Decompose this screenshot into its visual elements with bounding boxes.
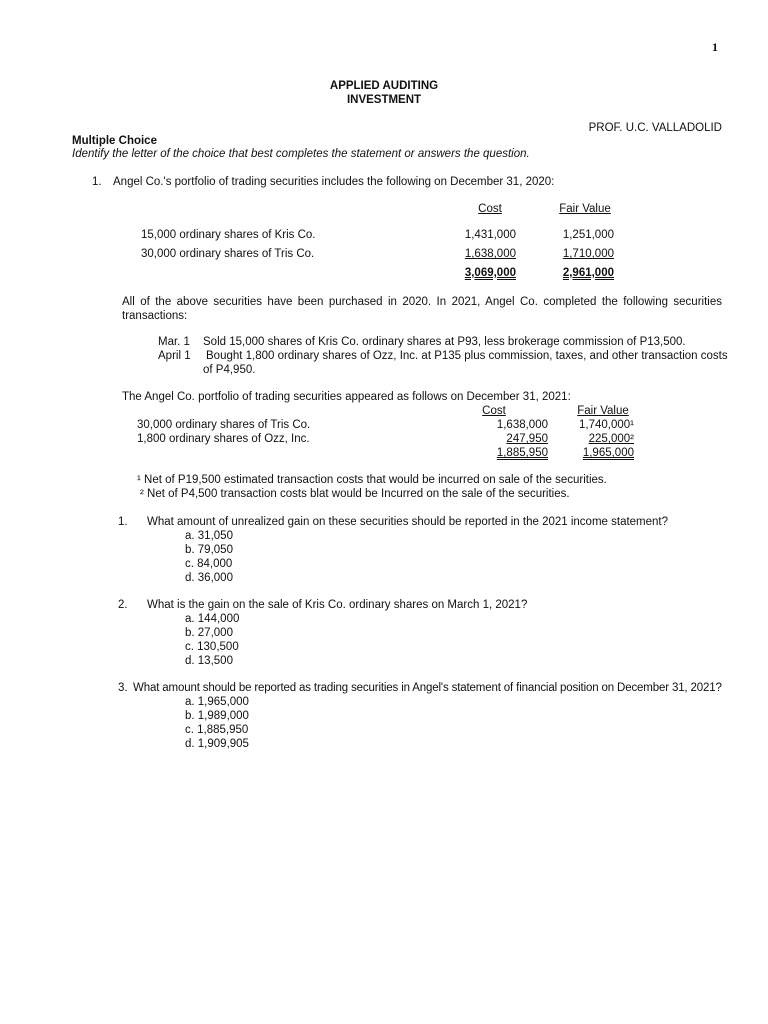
paragraph-transactions-intro: All of the above securities have been purchased in 2020. In 2021, Angel Co. completed the following securities transactions:	[122, 296, 722, 322]
table2-row-desc: 1,800 ordinary shares of Ozz, Inc.	[137, 433, 310, 445]
table1-row-cost: 1,431,000	[464, 229, 516, 241]
paragraph-portfolio-2021: The Angel Co. portfolio of trading securities appeared as follows on December 31, 2021:	[122, 391, 571, 403]
table1-header-fair-value: Fair Value	[559, 203, 611, 215]
table2-row-fv: 225,000²	[588, 433, 634, 445]
table2-row-desc: 30,000 ordinary shares of Tris Co.	[137, 419, 311, 431]
answer-option: b. 1,989,000	[185, 710, 249, 722]
question-text: What amount of unrealized gain on these securities should be reported in the 2021 income statement?	[147, 516, 669, 528]
answer-option: c. 130,500	[185, 641, 239, 653]
table1-header-cost: Cost	[478, 203, 502, 215]
transaction-date: April 1	[158, 350, 191, 362]
answer-option: c. 1,885,950	[185, 724, 249, 736]
table1-row-desc: 15,000 ordinary shares of Kris Co.	[141, 229, 316, 241]
question-number: 1.	[118, 516, 128, 528]
page-number: 1	[712, 40, 718, 54]
table2-row-cost: 247,950	[506, 433, 548, 445]
section-instruction: Identify the letter of the choice that best completes the statement or answers the question.	[72, 148, 530, 160]
transaction-text-cont: of P4,950.	[203, 364, 256, 376]
transaction-text: Sold 15,000 shares of Kris Co. ordinary shares at P93, less brokerage commission of P13,500.	[203, 336, 686, 348]
author: PROF. U.C. VALLADOLID	[588, 122, 722, 134]
table1-row-fv: 1,251,000	[562, 229, 614, 241]
transaction-text: Bought 1,800 ordinary shares of Ozz, Inc. at P135 plus commission, taxes, and other transaction costs	[206, 350, 728, 362]
table1-total-fv: 2,961,000	[562, 267, 614, 279]
question-number: 3.	[118, 682, 128, 694]
question-number: 2.	[118, 599, 128, 611]
answer-option: a. 144,000	[185, 613, 240, 625]
table2-row-fv: 1,740,000¹	[579, 419, 634, 431]
problem-number: 1.	[92, 176, 102, 188]
section-heading: Multiple Choice	[72, 135, 157, 147]
document-title: APPLIED AUDITING	[329, 80, 439, 92]
answer-option: d. 13,500	[185, 655, 233, 667]
footnote: ² Net of P4,500 transaction costs blat would be Incurred on the sale of the securities.	[140, 488, 570, 500]
question-text: What amount should be reported as trading securities in Angel's statement of financial position on December 31, 2021?	[133, 682, 722, 694]
answer-option: b. 27,000	[185, 627, 233, 639]
table1-row-fv: 1,710,000	[562, 248, 614, 260]
answer-option: d. 36,000	[185, 572, 233, 584]
answer-option: c. 84,000	[185, 558, 233, 570]
answer-option: d. 1,909,905	[185, 738, 249, 750]
table1-row-desc: 30,000 ordinary shares of Tris Co.	[141, 248, 315, 260]
table2-header-cost: Cost	[482, 405, 506, 417]
table2-header-fair-value: Fair Value	[577, 405, 629, 417]
transaction-date: Mar. 1	[158, 336, 190, 348]
table2-total-cost: 1,885,950	[496, 447, 548, 459]
answer-option: b. 79,050	[185, 544, 233, 556]
document-subtitle: INVESTMENT	[346, 94, 422, 106]
question-text: What is the gain on the sale of Kris Co. ordinary shares on March 1, 2021?	[147, 599, 528, 611]
answer-option: a. 1,965,000	[185, 696, 249, 708]
footnote: ¹ Net of P19,500 estimated transaction costs that would be incurred on sale of the securities.	[137, 474, 607, 486]
table1-row-cost: 1,638,000	[464, 248, 516, 260]
table1-total-cost: 3,069,000	[464, 267, 516, 279]
problem-intro: Angel Co.'s portfolio of trading securities includes the following on December 31, 2020:	[113, 176, 555, 188]
table2-row-cost: 1,638,000	[496, 419, 548, 431]
answer-option: a. 31,050	[185, 530, 233, 542]
table2-total-fv: 1,965,000	[582, 447, 634, 459]
